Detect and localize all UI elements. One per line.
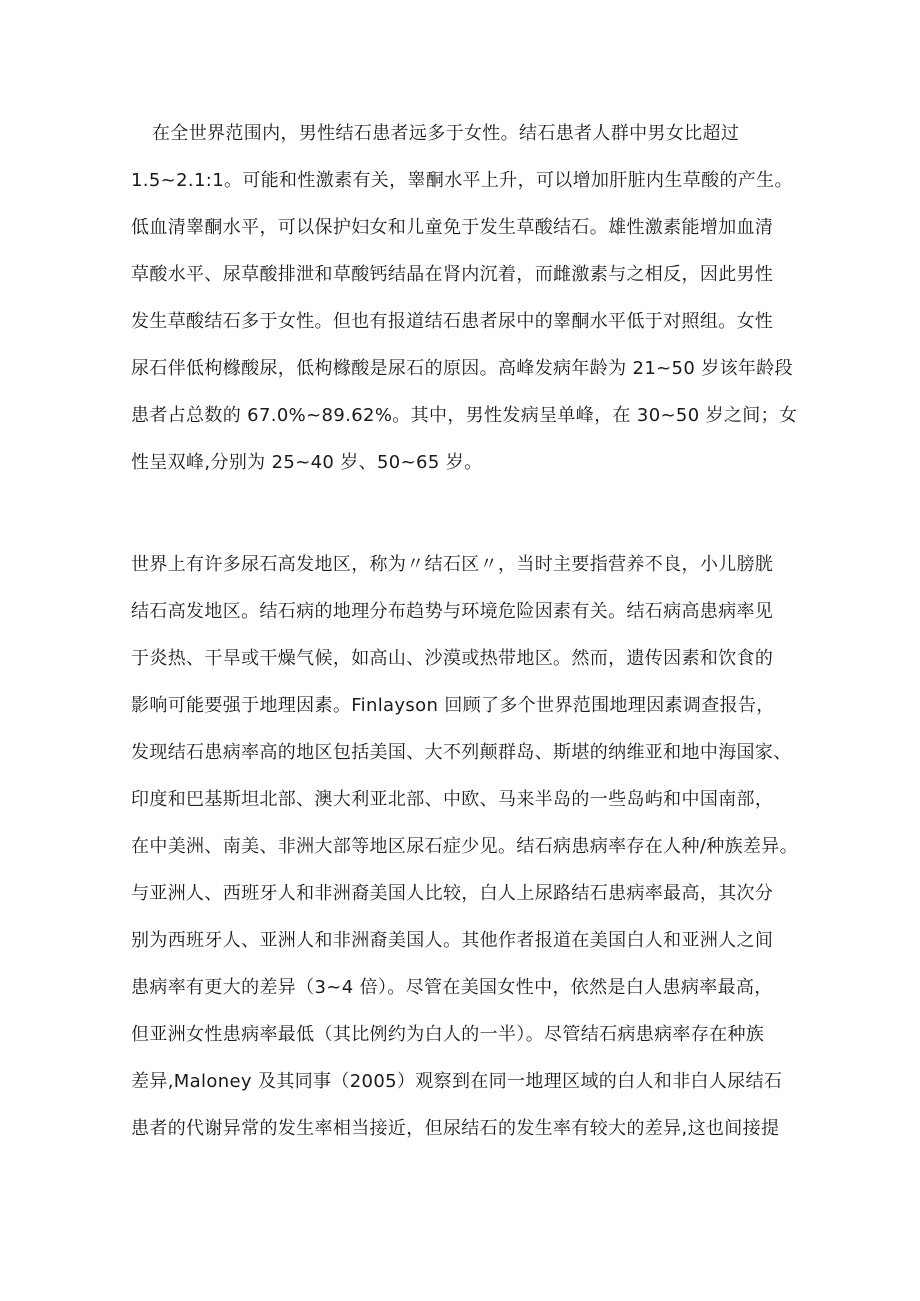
text-line: 尿石伴低枸橼酸尿，低枸橼酸是尿石的原因。高峰发病年龄为 21~50 岁该年龄段 <box>131 358 793 379</box>
text-line: 印度和巴基斯坦北部、澳大利亚北部、中欧、马来半岛的一些岛屿和中国南部， <box>131 789 774 810</box>
text-line: 患者占总数的 67.0%~89.62%。其中，男性发病呈单峰，在 30~50 岁之间；女 <box>131 405 798 426</box>
text-line: 结石高发地区。结石病的地理分布趋势与环境危险因素有关。结石病高患病率见 <box>131 601 774 622</box>
text-line: 与亚洲人、西班牙人和非洲裔美国人比较，白人上尿路结石患病率最高，其次分 <box>131 883 774 904</box>
text-line: 低血清睾酮水平，可以保护妇女和儿童免于发生草酸结石。雄性激素能增加血清 <box>131 217 774 238</box>
text-line: 患者的代谢异常的发生率相当接近，但尿结石的发生率有较大的差异,这也间接提 <box>131 1118 780 1139</box>
text-line: 但亚洲女性患病率最低（其比例约为白人的一半）。尽管结石病患病率存在种族 <box>131 1024 765 1045</box>
text-line: 性呈双峰,分别为 25~40 岁、50~65 岁。 <box>131 452 483 473</box>
text-line: 影响可能要强于地理因素。Finlayson 回顾了多个世界范围地理因素调查报告， <box>131 695 775 716</box>
text-line: 在全世界范围内，男性结石患者远多于女性。结石患者人群中男女比超过 <box>152 123 740 144</box>
text-line: 草酸水平、尿草酸排泄和草酸钙结晶在肾内沉着，而雌激素与之相反，因此男性 <box>131 264 774 285</box>
text-line: 在中美洲、南美、非洲大部等地区尿石症少见。结石病患病率存在人种/种族差异。 <box>131 836 799 857</box>
text-line: 发现结石患病率高的地区包括美国、大不列颠群岛、斯堪的纳维亚和地中海国家、 <box>131 742 792 763</box>
text-line: 差异,Maloney 及其同事（2005）观察到在同一地理区域的白人和非白人尿结石 <box>131 1071 783 1092</box>
text-line: 发生草酸结石多于女性。但也有报道结石患者尿中的睾酮水平低于对照组。女性 <box>131 311 774 332</box>
text-line: 于炎热、干旱或干燥气候，如高山、沙漠或热带地区。然而，遗传因素和饮食的 <box>131 648 774 669</box>
text-line: 别为西班牙人、亚洲人和非洲裔美国人。其他作者报道在美国白人和亚洲人之间 <box>131 930 774 951</box>
text-line: 世界上有许多尿石高发地区，称为〃结石区〃，当时主要指营养不良，小儿膀胱 <box>131 554 774 575</box>
text-line: 1.5~2.1:1。可能和性激素有关，睾酮水平上升，可以增加肝脏内生草酸的产生。 <box>131 170 793 191</box>
text-line: 患病率有更大的差异（3~4 倍）。尽管在美国女性中，依然是白人患病率最高， <box>131 977 773 998</box>
